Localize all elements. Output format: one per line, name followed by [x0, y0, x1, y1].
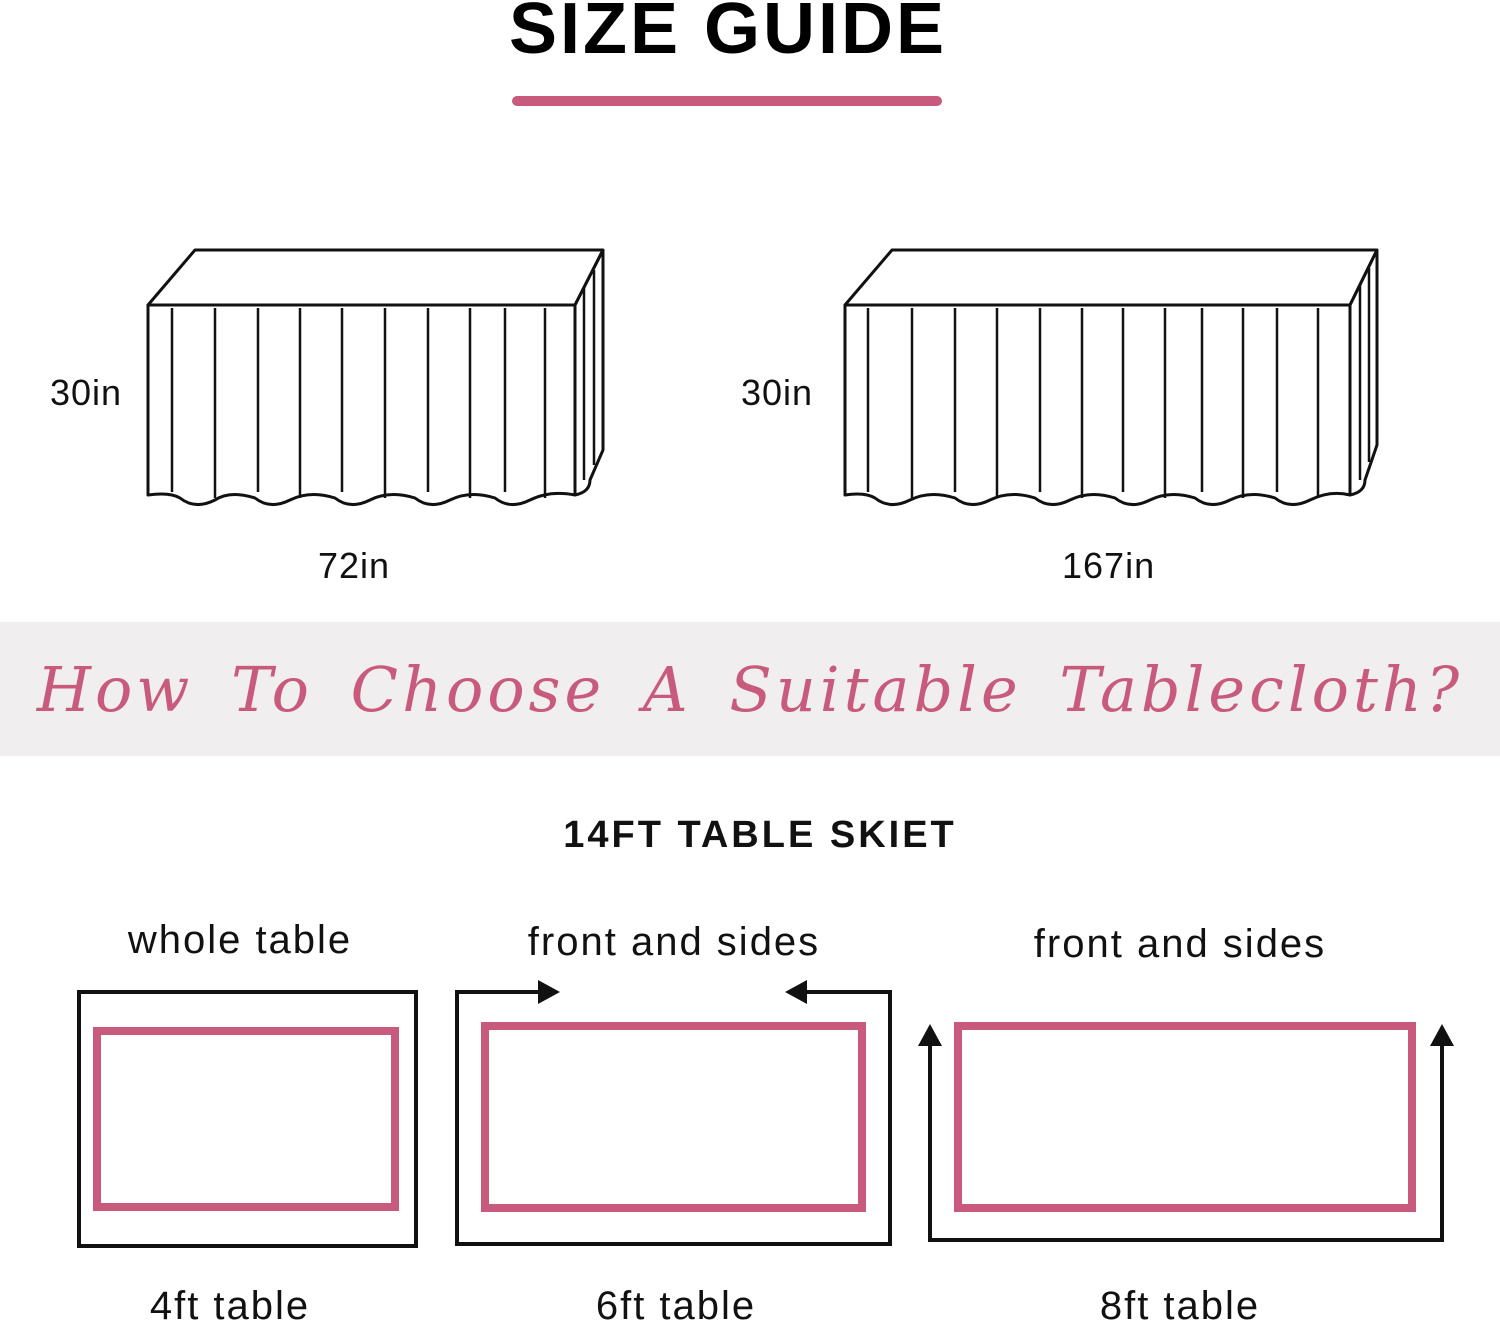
up-arrow-icon: [1430, 1024, 1454, 1046]
table-1-height-label: 30in: [50, 372, 123, 413]
layout-2-bottom-label: 6ft table: [595, 1284, 757, 1328]
layout-3-top-label: front and sides: [1033, 922, 1327, 966]
front-and-sides-6ft-diagram: [457, 980, 890, 1244]
table-2-length-label: 167in: [1062, 545, 1156, 586]
front-and-sides-8ft-diagram: [918, 1024, 1454, 1240]
page-title: SIZE GUIDE: [508, 0, 948, 69]
table-skirt-167in-drawing: [845, 250, 1377, 505]
table-2-height-label: 30in: [741, 372, 814, 413]
layout-3-bottom-label: 8ft table: [1099, 1284, 1261, 1328]
title-underline: [512, 96, 942, 106]
table-skirt-72in-drawing: [148, 250, 603, 505]
table-1-length-label: 72in: [318, 545, 391, 586]
right-arrow-icon: [538, 980, 560, 1004]
banner-heading: How To Choose A Suitable Tablecloth?: [36, 652, 1464, 726]
whole-table-diagram: [79, 992, 416, 1246]
layout-diagrams: [0, 970, 1500, 1260]
up-arrow-icon: [918, 1024, 942, 1046]
left-arrow-icon: [785, 980, 807, 1004]
layout-1-top-label: whole table: [127, 918, 353, 962]
section-subtitle: 14FT TABLE SKIET: [563, 814, 957, 856]
layout-2-top-label: front and sides: [527, 920, 821, 964]
how-to-choose-banner: [0, 622, 1500, 756]
layout-1-bottom-label: 4ft table: [149, 1284, 311, 1328]
